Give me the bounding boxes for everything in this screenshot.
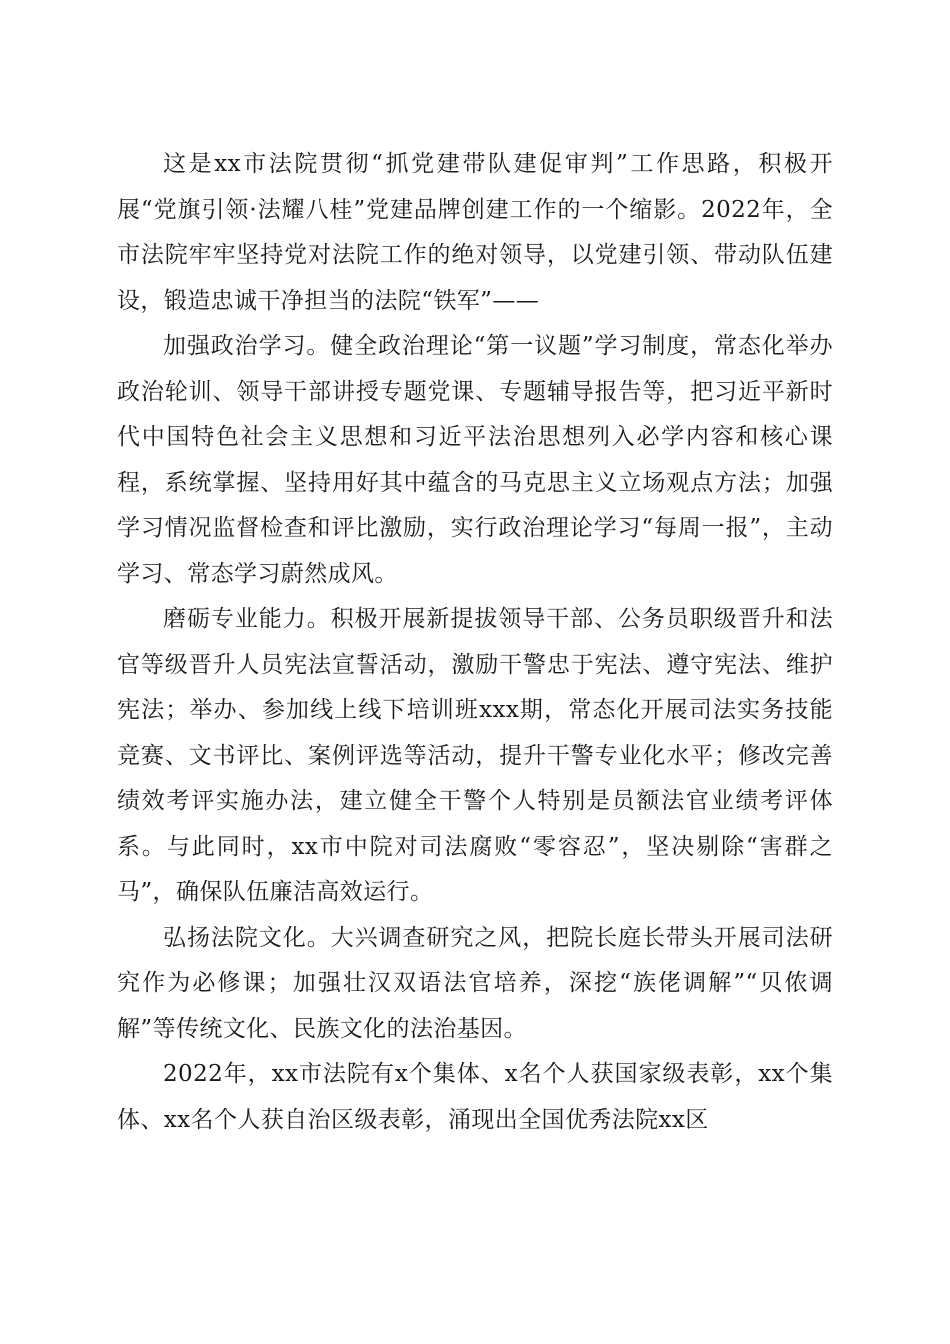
paragraph-political-study: 加强政治学习。健全政治理论“第一议题”学习制度，常态化举办政治轮训、领导干部讲授专题党课、专题辅导报告等，把习近平新时代中国特色社会主义思想和习近平法治思想列入必学内容和核心课程，系统掌握、坚持用好其中蕴含的马克思主义立场观点方法；加强学习情况监督检查和评比激励，实行政治理论学习“每周一报”，主动学习、常态学习蔚然成风。	[117, 333, 833, 587]
document-body	[117, 142, 833, 1143]
paragraph-court-culture: 弘扬法院文化。大兴调查研究之风，把院长庭长带头开展司法研究作为必修课；加强壮汉双语法官培养，深挖“族佬调解”“贝侬调解”等传统文化、民族文化的法治基因。	[117, 924, 833, 1042]
paragraph-intro: 这是xx市法院贯彻“抓党建带队建促审判”工作思路，积极开展“党旗引领·法耀八桂”党建品牌创建工作的一个缩影。2022年，全市法院牢牢坚持党对法院工作的绝对领导，以党建引领、带动队伍建设，锻造忠诚干净担当的法院“铁军”——	[117, 151, 833, 314]
paragraph-professional-ability: 磨砺专业能力。积极开展新提拔领导干部、公务员职级晋升和法官等级晋升人员宪法宣誓活动，激励干警忠于宪法、遵守宪法、维护宪法；举办、参加线上线下培训班xxx期，常态化开展司法实务技能竞赛、文书评比、案例评选等活动，提升干警专业化水平；修改完善绩效考评实施办法，建立健全干警个人特别是员额法官业绩考评体系。与此同时，xx市中院对司法腐败“零容忍”，坚决剔除“害群之马”，确保队伍廉洁高效运行。	[117, 606, 833, 905]
paragraph-awards: 2022年，xx市法院有x个集体、x名个人获国家级表彰，xx个集体、xx名个人获自治区级表彰，涌现出全国优秀法院xx区	[117, 1061, 833, 1133]
